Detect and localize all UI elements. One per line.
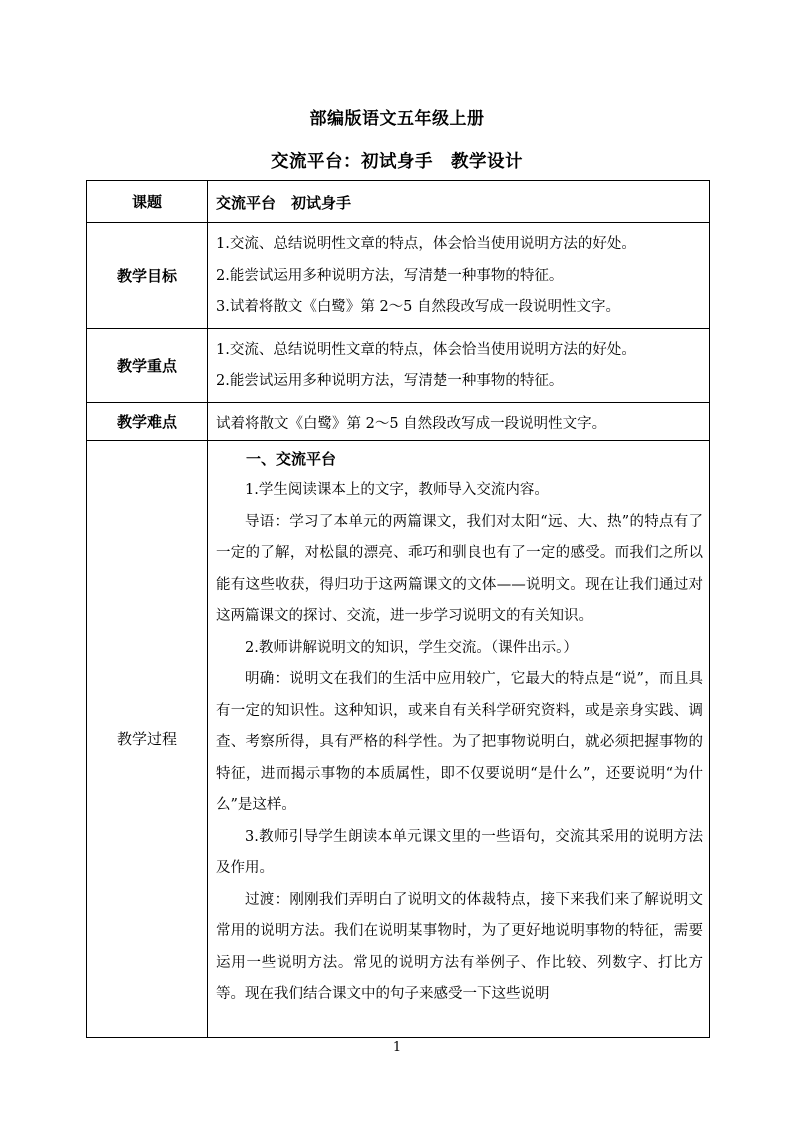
process-row xyxy=(87,440,710,1037)
goal-item: 3.试着将散文《白鹭》第 2～5 自然段改写成一段说明性文字。 xyxy=(216,299,621,315)
document-subtitle: 交流平台：初试身手 教学设计 xyxy=(271,152,523,172)
process-paragraph: 1.学生阅读课本上的文字，教师导入交流内容。 xyxy=(245,482,549,498)
difficulty-label: 教学难点 xyxy=(87,402,208,440)
process-label: 教学过程 xyxy=(87,440,208,1037)
process-heading: 一、交流平台 xyxy=(246,449,337,468)
key-points-label: 教学重点 xyxy=(87,328,208,402)
key-points-row xyxy=(87,328,710,402)
process-paragraph: 明确：说明文在我们的生活中应用较广，它最大的特点是“说”，而且具有一定的知识性。这种知识，或来自有关科学研究资料，或是亲身实践、调查、考察所得，具有严格的科学性。为了把事物说明白，就必须把握事物的特征，进而揭示事物的本质属性，即不仅要说明“是什么”，还要说明“为什么”是这样。 xyxy=(216,671,703,813)
goals-label: 教学目标 xyxy=(87,223,208,329)
goal-item: 1.交流、总结说明性文章的特点，体会恰当使用说明方法的好处。 xyxy=(216,236,636,252)
process-content xyxy=(208,440,710,1037)
goals-row xyxy=(87,223,710,329)
document-title: 部编版语文五年级上册 xyxy=(309,109,485,129)
key-points-content xyxy=(208,328,710,402)
page-number: 1 xyxy=(392,1040,402,1055)
process-paragraph: 过渡：刚刚我们弄明白了说明文的体裁特点，接下来我们来了解说明文常用的说明方法。我们在说明某事物时，为了更好地说明事物的特征，需要运用一些说明方法。常见的说明方法有举例子、作比较、列数字、打比方等。现在我们结合课文中的句子来感受一下这些说明 xyxy=(216,891,703,1002)
goals-content xyxy=(208,223,710,329)
difficulty-value: 试着将散文《白鹭》第 2～5 自然段改写成一段说明性文字。 xyxy=(208,402,710,440)
process-paragraph: 导语：学习了本单元的两篇课文，我们对太阳“远、大、热”的特点有了一定的了解，对松鼠的漂亮、乖巧和驯良也有了一定的感受。而我们之所以能有这些收获，得归功于这两篇课文的文体——说明文。现在让我们通过对这两篇课文的探讨、交流，进一步学习说明文的有关知识。 xyxy=(216,513,703,624)
key-point-item: 1.交流、总结说明性文章的特点，体会恰当使用说明方法的好处。 xyxy=(216,341,636,358)
key-point-item: 2.能尝试运用多种说明方法，写清楚一种事物的特征。 xyxy=(216,373,564,389)
process-paragraph: 3.教师引导学生朗读本单元课文里的一些语句，交流其采用的说明方法及作用。 xyxy=(216,828,703,876)
difficulty-row xyxy=(87,402,710,440)
topic-row xyxy=(87,181,710,223)
topic-value: 交流平台 初试身手 xyxy=(208,181,710,223)
topic-label: 课题 xyxy=(87,181,208,223)
goal-item: 2.能尝试运用多种说明方法，写清楚一种事物的特征。 xyxy=(216,267,564,284)
process-paragraph: 2.教师讲解说明文的知识，学生交流。（课件出示。） xyxy=(245,639,578,656)
lesson-plan-table xyxy=(86,180,710,1038)
